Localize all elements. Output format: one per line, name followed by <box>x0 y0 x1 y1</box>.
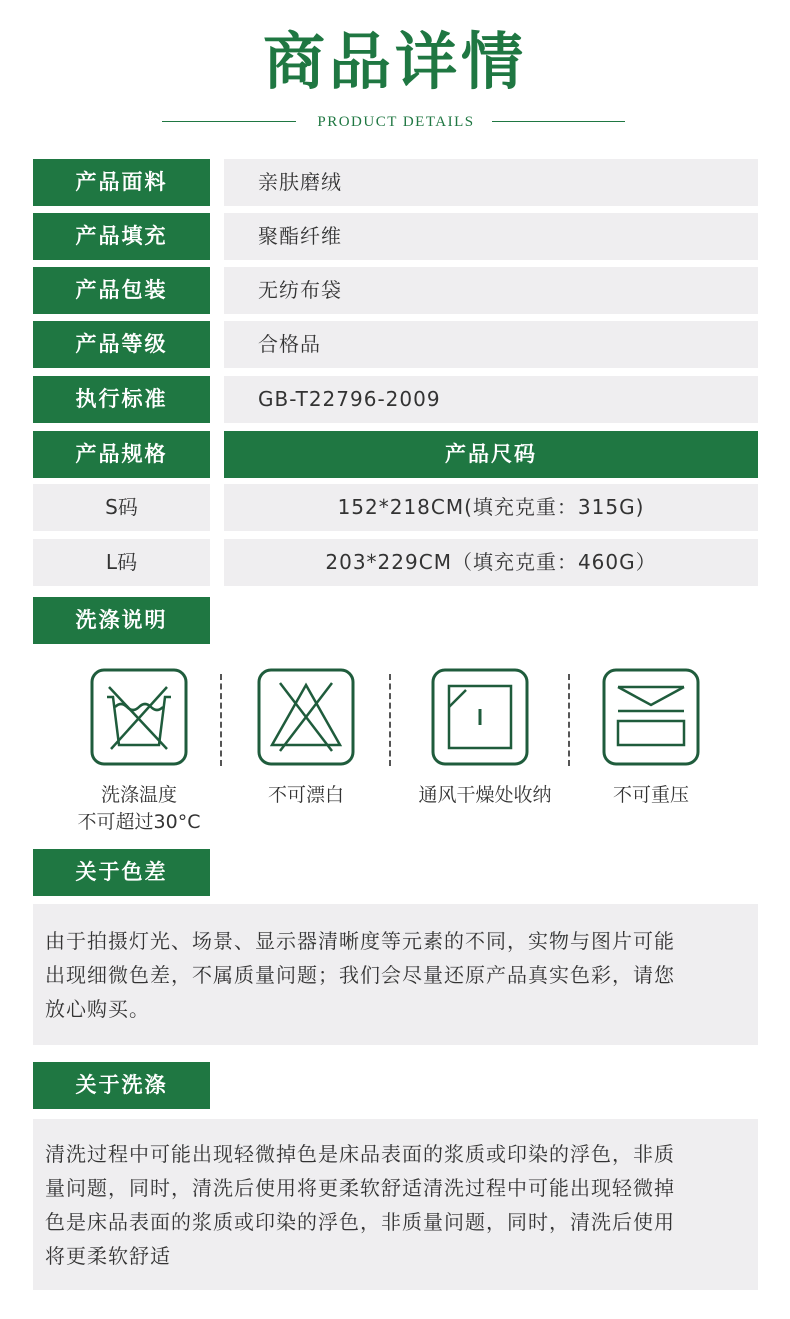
size-table-label: 产品规格 <box>33 431 210 478</box>
spec-row-filling <box>33 213 758 260</box>
size-table-heading: 产品尺码 <box>224 431 758 478</box>
spec-row-standard <box>33 376 758 423</box>
dry-in-shade-icon <box>430 667 530 767</box>
spec-value: GB-T22796-2009 <box>224 376 758 423</box>
spec-value: 亲肤磨绒 <box>224 159 758 206</box>
care-label-dry <box>400 782 570 809</box>
spec-value: 合格品 <box>224 321 758 368</box>
care-label-line: 不可超过30°C <box>77 811 201 833</box>
care-label-line: 不可漂白 <box>267 784 344 806</box>
spec-label: 产品填充 <box>33 213 210 260</box>
size-table-header <box>33 431 758 478</box>
paragraph-line: 量问题，同时，清洗后使用将更柔软舒适清洗过程中可能出现轻微掉 <box>45 1176 675 1200</box>
care-label-wash <box>54 782 224 836</box>
paragraph-line: 放心购买。 <box>45 997 150 1021</box>
no-press-icon <box>601 667 701 767</box>
size-row-s <box>33 484 758 531</box>
care-label-bleach <box>221 782 391 809</box>
size-dimensions: 203*229CM（填充克重：460G） <box>224 539 758 586</box>
care-divider <box>568 674 570 766</box>
page-title: 商品详情 <box>262 25 527 98</box>
spec-label: 产品等级 <box>33 321 210 368</box>
washing-text <box>33 1119 758 1290</box>
care-label-line: 不可重压 <box>612 784 689 806</box>
spec-label: 产品面料 <box>33 159 210 206</box>
size-row-l <box>33 539 758 586</box>
care-divider <box>389 674 391 766</box>
paragraph-line: 将更柔软舒适 <box>45 1244 171 1268</box>
page-subtitle: PRODUCT DETAILS <box>317 114 475 130</box>
care-label-press <box>566 782 736 809</box>
subtitle-left-line <box>162 121 296 122</box>
spec-label: 执行标准 <box>33 376 210 423</box>
subtitle-right-line <box>492 121 625 122</box>
paragraph-line: 出现细微色差，不属质量问题；我们会尽量还原产品真实色彩，请您 <box>45 963 675 987</box>
no-bleach-icon <box>256 667 356 767</box>
care-label-line: 通风干燥处收纳 <box>418 784 552 806</box>
subtitle-row <box>0 112 790 134</box>
paragraph-line: 色是床品表面的浆质或印染的浮色，非质量问题，同时，清洗后使用 <box>45 1210 675 1234</box>
size-dimensions: 152*218CM(填充克重：315G) <box>224 484 758 531</box>
paragraph-line: 由于拍摄灯光、场景、显示器清晰度等元素的不同，实物与图片可能 <box>45 929 675 953</box>
spec-value: 无纺布袋 <box>224 267 758 314</box>
spec-value: 聚酯纤维 <box>224 213 758 260</box>
care-divider <box>220 674 222 766</box>
washing-title: 关于洗涤 <box>33 1062 210 1109</box>
spec-row-packaging <box>33 267 758 314</box>
color-diff-text <box>33 904 758 1045</box>
paragraph-line: 清洗过程中可能出现轻微掉色是床品表面的浆质或印染的浮色，非质 <box>45 1142 675 1166</box>
spec-row-grade <box>33 321 758 368</box>
size-name: L码 <box>33 539 210 586</box>
spec-label: 产品包装 <box>33 267 210 314</box>
color-diff-title: 关于色差 <box>33 849 210 896</box>
size-name: S码 <box>33 484 210 531</box>
care-section-title: 洗涤说明 <box>33 597 210 644</box>
care-label-line: 洗涤温度 <box>100 784 177 806</box>
spec-row-fabric <box>33 159 758 206</box>
wash-30-icon <box>89 667 189 767</box>
